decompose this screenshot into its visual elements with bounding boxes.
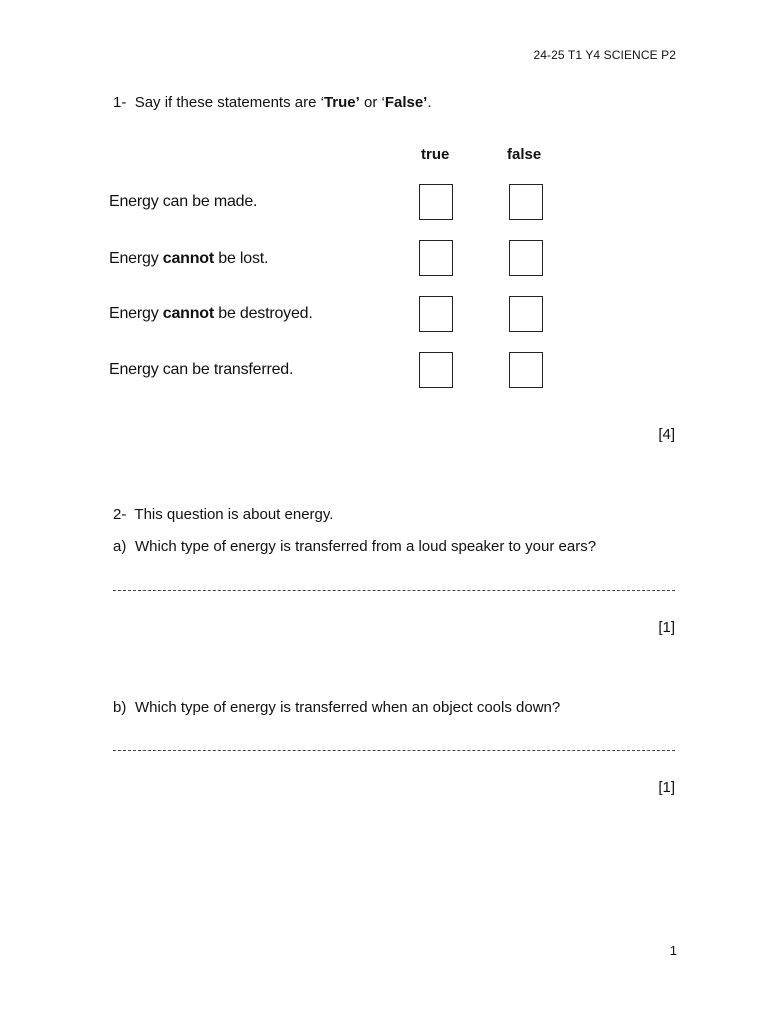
- statement-4-true-checkbox[interactable]: [419, 352, 453, 388]
- statement-1: [109, 193, 257, 211]
- question-1-text-pre: Say if these statements are ‘: [134, 94, 324, 111]
- column-header-false: false: [507, 146, 542, 163]
- question-1-text-mid: or ‘: [359, 94, 385, 111]
- statement-3-bold: cannot: [162, 305, 214, 322]
- statement-2-text-post: be lost.: [214, 250, 269, 267]
- question-2b-answer-line[interactable]: [113, 738, 675, 751]
- question-1-true-word: True’: [323, 94, 360, 111]
- question-2a: [113, 538, 596, 555]
- statement-3-text-post: be destroyed.: [214, 305, 313, 322]
- question-2b-marks: [1]: [658, 779, 675, 796]
- statement-2-bold: cannot: [162, 250, 214, 267]
- statement-2-text-pre: Energy: [109, 250, 163, 267]
- question-2a-marks: [1]: [658, 619, 675, 636]
- question-1-false-word: False’: [384, 94, 428, 111]
- statement-3-false-checkbox[interactable]: [509, 296, 543, 332]
- page-number: 1: [669, 943, 677, 958]
- question-2-number: 2-: [113, 506, 127, 523]
- question-2b-text: Which type of energy is transferred when an object cools down?: [135, 699, 561, 716]
- statement-1-true-checkbox[interactable]: [419, 184, 453, 220]
- question-2a-text: Which type of energy is transferred from a loud speaker to your ears?: [135, 538, 597, 555]
- question-1-marks: [4]: [658, 426, 675, 443]
- statement-3-true-checkbox[interactable]: [419, 296, 453, 332]
- statement-4: [109, 361, 293, 379]
- question-1-title: [113, 94, 432, 111]
- question-1-text-end: .: [427, 94, 432, 111]
- question-2b-label: b): [113, 699, 127, 716]
- question-2a-label: a): [113, 538, 127, 555]
- statement-3-text-pre: Energy: [109, 305, 163, 322]
- question-2-title: [113, 506, 333, 523]
- statement-1-text: Energy can be made.: [109, 193, 258, 210]
- statement-2-false-checkbox[interactable]: [509, 240, 543, 276]
- statement-2-true-checkbox[interactable]: [419, 240, 453, 276]
- statement-3: [109, 305, 313, 323]
- question-1-number: 1-: [113, 94, 127, 111]
- question-2a-answer-line[interactable]: [113, 578, 675, 591]
- statement-4-false-checkbox[interactable]: [509, 352, 543, 388]
- question-2-text: This question is about energy.: [134, 506, 334, 523]
- statement-1-false-checkbox[interactable]: [509, 184, 543, 220]
- question-2b: [113, 699, 560, 716]
- statement-4-text: Energy can be transferred.: [109, 361, 294, 378]
- column-header-true: true: [421, 146, 450, 163]
- paper-code: 24-25 T1 Y4 SCIENCE P2: [533, 48, 676, 62]
- statement-2: [109, 250, 268, 268]
